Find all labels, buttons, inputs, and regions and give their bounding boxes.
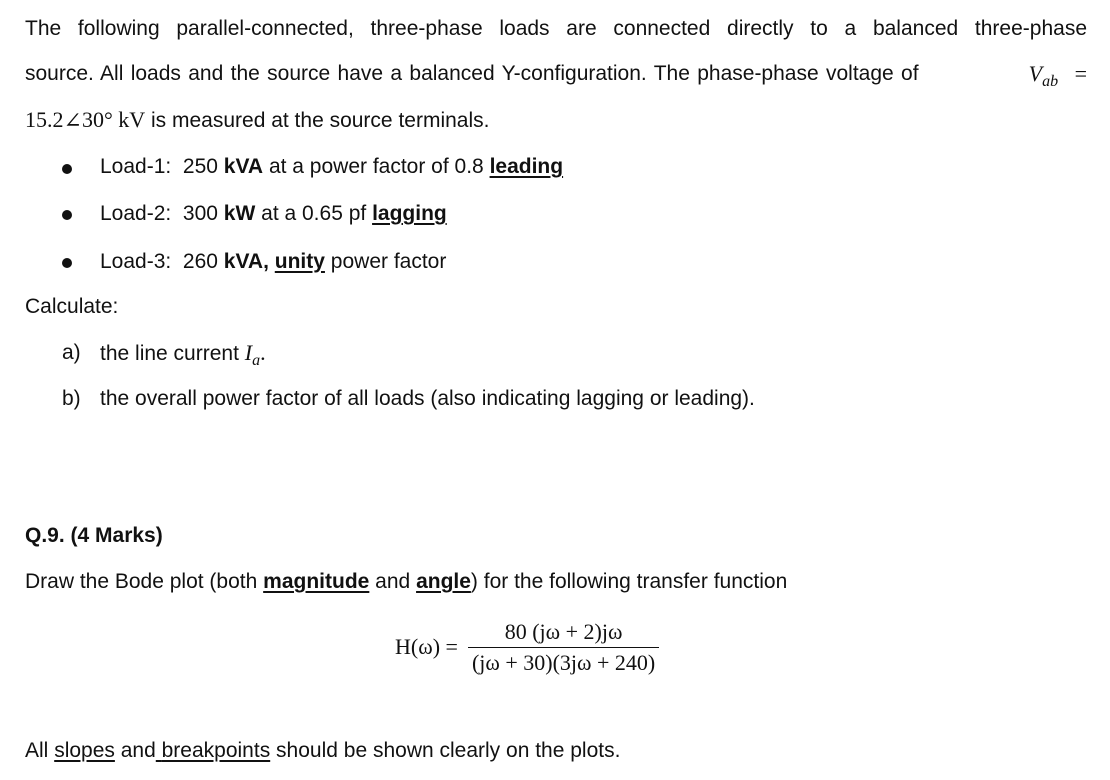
intro-line-2: source. All loads and the source have a balanced Y-configuration. The phase-phase voltage of $V_{ab}$ = <box>25 61 1087 95</box>
item-label: b) <box>62 387 81 410</box>
calculate-item: the line current $I_a$. <box>100 340 266 369</box>
voltage-value: 15.2∠30° kV <box>25 107 146 133</box>
calculate-item: the overall power factor of all loads (also indicating lagging or leading). <box>100 387 755 410</box>
bullet-icon <box>62 164 72 174</box>
load-item: Load-1: 250 kVA at a power factor of 0.8 leading <box>100 155 564 178</box>
load-item: Load-3: 260 kVA, unity power factor <box>100 250 447 273</box>
transfer-function <box>395 612 659 682</box>
question-footer: All slopes and breakpoints should be shown clearly on the plots. <box>25 739 621 762</box>
load-item: Load-2: 300 kW at a 0.65 pf lagging <box>100 202 447 225</box>
bullet-icon <box>62 210 72 220</box>
current-symbol: $I_a$. <box>244 340 266 369</box>
question-heading: Q.9. (4 Marks) <box>25 524 163 547</box>
intro-line-1: The following parallel-connected, three-phase loads are connected directly to a balanced three-phase <box>25 17 1087 40</box>
denominator: (jω + 30)(3jω + 240) <box>471 649 656 675</box>
intro-line-3: 15.2∠30° kV is measured at the source terminals. <box>25 107 490 133</box>
angle-icon: ∠ <box>63 108 82 133</box>
calculate-heading: Calculate: <box>25 295 119 318</box>
fraction <box>468 619 659 676</box>
transfer-function-lhs: H(ω) = <box>395 634 458 659</box>
item-label: a) <box>62 341 81 364</box>
bullet-icon <box>62 258 72 268</box>
numerator: 80 (jω + 2)jω <box>504 618 623 644</box>
question-prompt: Draw the Bode plot (both magnitude and angle) for the following transfer function <box>25 570 788 593</box>
voltage-expression: $V_{ab}$ = <box>1028 61 1087 90</box>
